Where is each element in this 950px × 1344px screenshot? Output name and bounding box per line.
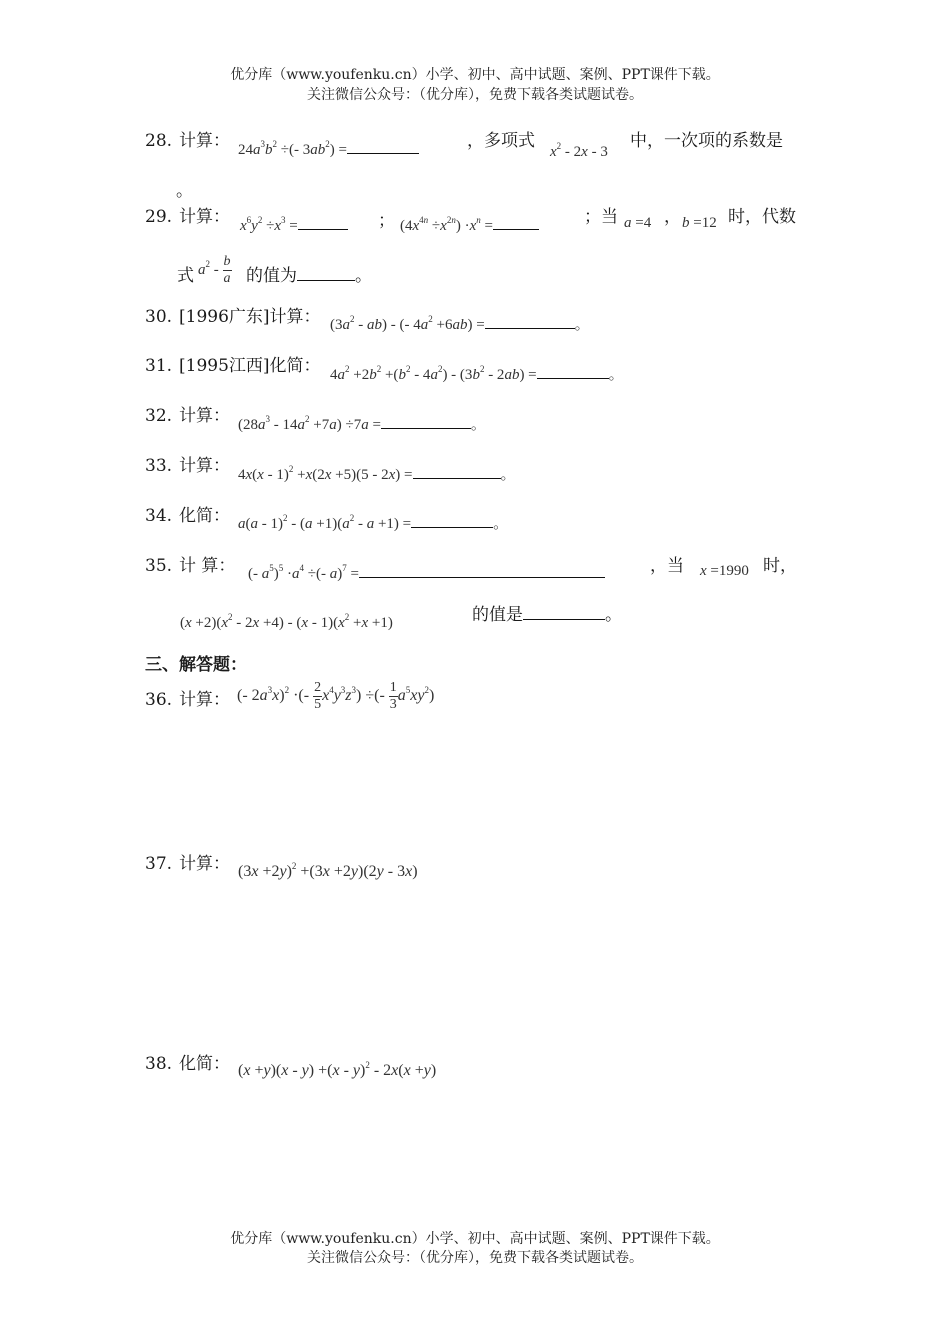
q35-mid-text: ，当 [650, 556, 684, 576]
question-label: 计算： [179, 406, 230, 426]
question-number: 32. [145, 406, 173, 426]
question-label: 计算： [179, 131, 230, 151]
answer-blank[interactable] [413, 478, 501, 479]
page-footer-line1: 优分库（www.youfenku.cn）小学、初中、高中试题、案例、PPT课件下载。 [230, 1231, 720, 1247]
question-number: 34. [145, 506, 173, 526]
q33-end-mark: 。 [500, 467, 516, 483]
page-header-line1: 优分库（www.youfenku.cn）小学、初中、高中试题、案例、PPT课件下载。 [230, 67, 720, 83]
question-37 [145, 849, 230, 874]
answer-blank[interactable] [298, 229, 348, 230]
question-number: 36. [145, 690, 173, 710]
q29-cond-a: a =4 [624, 215, 652, 231]
question-number: 28. [145, 131, 173, 151]
question-number: 29. [145, 207, 173, 227]
question-33 [145, 451, 230, 476]
q29-sep3: ， [664, 207, 681, 227]
q29-expression-2: $(4x^{4n} \div x^{2n}) \cdot x^n$ = [400, 215, 539, 235]
q28-expression: $24a^3b^2$ ÷(- $3ab^2$) = [238, 139, 419, 159]
q30-end-mark: 。 [574, 317, 590, 333]
q29-algebraic-expr: $a^2$ - $\frac{b}{a}$ [198, 254, 231, 286]
answer-blank[interactable] [411, 527, 493, 528]
question-35 [145, 551, 235, 576]
q29-line2-prefix: 式 [177, 266, 194, 286]
question-number: 38. [145, 1054, 173, 1074]
q32-expression: $(28a^3 - 14a^2 +7a) \div 7a$ = 。 [238, 414, 486, 433]
answer-blank[interactable] [381, 428, 471, 429]
question-label: 化简： [179, 1054, 230, 1074]
q35-expression: (- $a^5)^5 \cdot a^4$ ÷(- a)$^7$ = [248, 563, 605, 583]
q31-expression: $4a^2 +2b^2 +(b^2 - 4a^2) - (3b^2 - 2ab)$ = 。 [330, 364, 624, 383]
q28-end-mark: 。 [176, 181, 193, 201]
q28-polynomial: $x^2 - 2x - 3$ [550, 141, 608, 160]
q33-expression: 4x(x - 1)$^2$ +x(2x +5)(5 - 2x) = 。 [238, 464, 516, 483]
question-label: 计算： [179, 690, 230, 710]
q29-cond-b: b =12 [682, 215, 717, 231]
question-number: 35. [145, 556, 173, 576]
q30-expression: $(3a^2 - ab)$ - (- $4a^2 +6ab$) = 。 [330, 314, 590, 333]
question-31 [145, 351, 321, 376]
q35-end-mark: 。 [605, 605, 622, 625]
question-label: 计算： [179, 456, 230, 476]
q35-condition: x =1990 [700, 563, 749, 579]
q35-second-expression: $(x +2)(x^2 - 2x +4) - (x - 1)(x^2 +x +1)$ [180, 612, 393, 631]
q29-sep2: ；当 [584, 207, 618, 227]
question-label: 计算： [179, 854, 230, 874]
q29-sep1: ； [378, 211, 395, 231]
answer-blank[interactable] [523, 619, 605, 620]
question-38 [145, 1049, 230, 1074]
page-footer-line2: 关注微信公众号：（优分库），免费下载各类试题试卷。 [307, 1250, 643, 1266]
q35-tail-text: 时， [763, 556, 797, 576]
question-30 [145, 302, 321, 327]
question-32 [145, 401, 230, 426]
answer-blank[interactable] [359, 577, 605, 578]
q35-line2-text [472, 600, 622, 625]
q28-mid-text: ，多项式 [467, 131, 535, 151]
q35-value-label: 的值是 [472, 605, 523, 625]
question-label: 化简： [179, 506, 230, 526]
q29-end-mark: 。 [355, 266, 372, 286]
question-label: 计 算： [179, 556, 236, 576]
q29-line2-text [246, 261, 372, 286]
question-label: [1995江西]化简： [179, 356, 321, 376]
section-heading: 三、解答题： [145, 655, 247, 675]
q29-expression-1: $x^6y^2 \div x^3$ = [240, 215, 348, 235]
answer-blank[interactable] [537, 378, 609, 379]
q34-end-mark: 。 [493, 516, 509, 532]
q28-tail-text: 中，一次项的系数是 [630, 131, 783, 151]
q29-value-label: 的值为 [246, 266, 297, 286]
q32-end-mark: 。 [470, 417, 486, 433]
page-header-line2: 关注微信公众号：（优分库），免费下载各类试题试卷。 [307, 87, 643, 103]
q38-expression: (x +y)(x - y) +(x - y)$^2$ - 2x(x +y) [238, 1060, 437, 1079]
question-label: 计算： [179, 207, 230, 227]
q31-end-mark: 。 [608, 367, 624, 383]
q36-expression: (- $2a^3x)^2$ ·(- $\frac{2}{5}$ $x^4y^3z^3$) ÷(- $\frac{1}{3}$ $a^5xy^2$) [237, 680, 435, 712]
answer-blank[interactable] [347, 153, 419, 154]
question-number: 30. [145, 307, 173, 327]
question-label: [1996广东]计算： [179, 307, 321, 327]
answer-blank[interactable] [493, 229, 539, 230]
answer-blank[interactable] [297, 280, 355, 281]
question-28 [145, 126, 230, 151]
question-number: 37. [145, 854, 173, 874]
q34-expression: $a(a - 1)^2 - (a +1)(a^2 - a +1)$ = 。 [238, 513, 509, 532]
answer-blank[interactable] [485, 328, 575, 329]
q29-tail-text: 时，代数 [728, 207, 796, 227]
question-number: 31. [145, 356, 173, 376]
q37-expression: $(3x +2y)^2 +(3x +2y)(2y - 3x)$ [238, 861, 418, 880]
question-36 [145, 685, 230, 710]
question-34 [145, 501, 230, 526]
question-number: 33. [145, 456, 173, 476]
question-29 [145, 202, 230, 227]
